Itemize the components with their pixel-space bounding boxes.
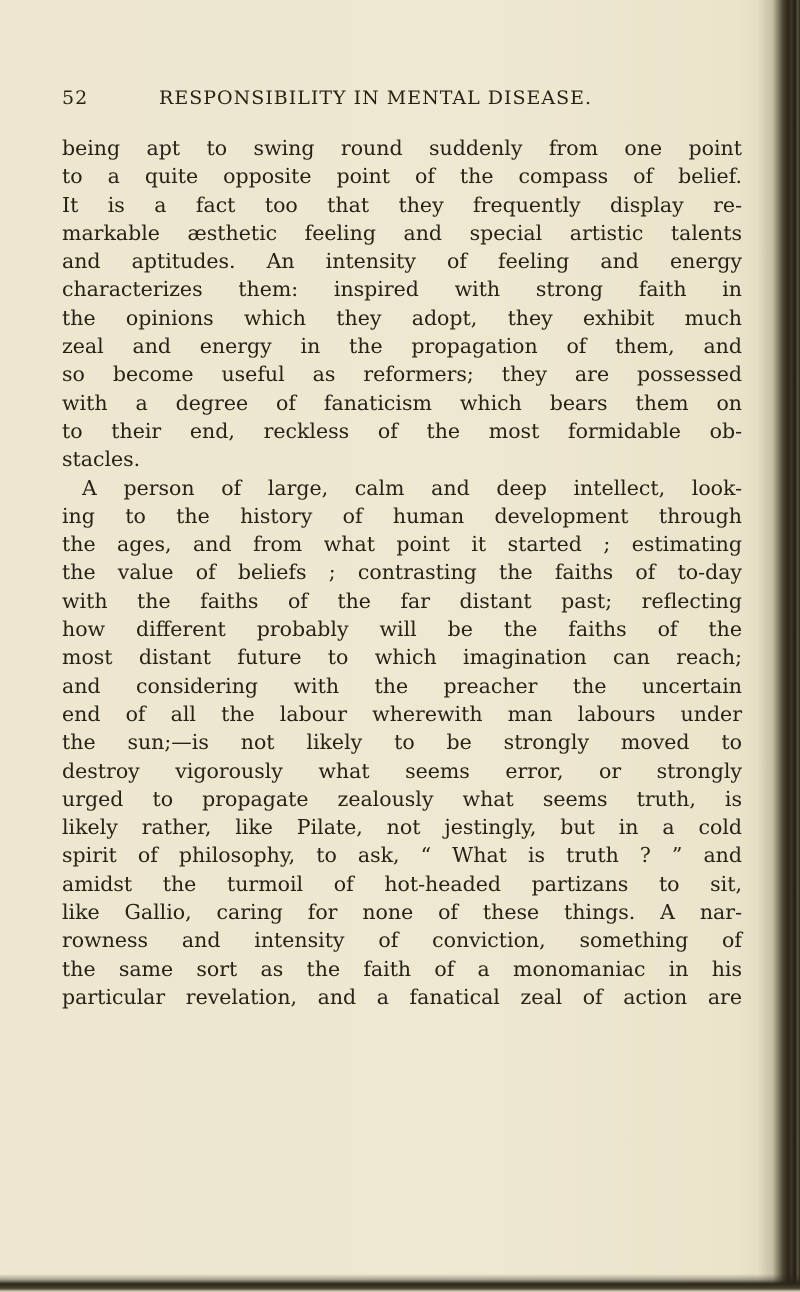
text-line: rowness and intensity of conviction, something of [62,928,742,953]
text-line: destroy vigorously what seems error, or strongly [62,758,742,783]
text-line: most distant future to which imagination can reach; [62,645,742,670]
text-line: end of all the labour wherewith man labours under [62,701,742,726]
text-line: the ages, and from what point it started ; estimating [62,532,742,557]
text-line: to their end, reckless of the most formidable ob- [62,418,742,443]
body-text [62,134,742,1011]
text-line: likely rather, like Pilate, not jestingly, but in a cold [62,815,742,840]
text-line: to a quite opposite point of the compass of belief. [62,164,742,189]
text-line: It is a fact too that they frequently display re- [62,192,742,217]
page-bottom-edge [0,1274,800,1292]
text-line: particular revelation, and a fanatical zeal of action are [62,984,742,1009]
text-line: with a degree of fanaticism which bears them on [62,390,742,415]
text-line: zeal and energy in the propagation of them, and [62,334,742,359]
text-line: markable æsthetic feeling and special artistic talents [62,220,742,245]
text-line: ing to the history of human development through [62,503,742,528]
text-line: the opinions which they adopt, they exhibit much [62,305,742,330]
text-line: like Gallio, caring for none of these things. A nar- [62,900,742,925]
text-line: so become useful as reformers; they are possessed [62,362,742,387]
running-head-title: RESPONSIBILITY IN MENTAL DISEASE. [159,87,592,109]
text-line: amidst the turmoil of hot-headed partizans to sit, [62,871,742,896]
text-line: spirit of philosophy, to ask, “ What is truth ? ” and [62,843,742,868]
text-line: the sun;—is not likely to be strongly moved to [62,730,742,755]
text-line: the same sort as the faith of a monomaniac in his [62,956,742,981]
book-binding-shadow [758,0,800,1292]
text-line: characterizes them: inspired with strong faith in [62,277,742,302]
page-number: 52 [62,87,89,109]
text-line: how different probably will be the faiths of the [62,617,742,642]
text-line: being apt to swing round suddenly from one point [62,136,742,160]
text-line: urged to propagate zealously what seems truth, is [62,786,742,811]
text-line: the value of beliefs ; contrasting the faiths of to-day [62,560,742,585]
text-line: with the faiths of the far distant past; reflecting [62,588,742,613]
text-line: and aptitudes. An intensity of feeling and energy [62,249,742,274]
paragraph-end-line: stacles. [62,447,141,472]
running-head [62,86,742,110]
paragraph-start-line: A person of large, calm and deep intellect, look- [82,475,742,500]
text-line: and considering with the preacher the uncertain [62,673,742,698]
